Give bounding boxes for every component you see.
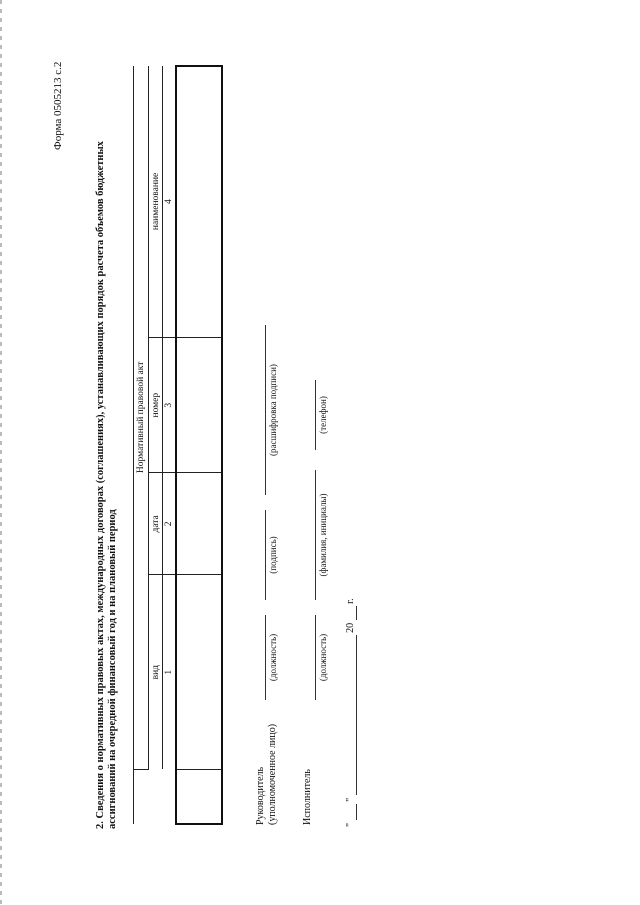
- hint-name: (расшифровка подписи): [268, 364, 278, 456]
- hint-full-name: (фамилия, инициалы): [318, 493, 328, 577]
- date-open-quote: ": [345, 822, 356, 827]
- form-code: Форма 0505213 с.2: [52, 61, 64, 150]
- data-cell[interactable]: [176, 66, 222, 337]
- column-header-data: дата: [149, 473, 163, 575]
- head-position-line[interactable]: [265, 615, 266, 700]
- day-field[interactable]: [345, 804, 357, 820]
- table-spacer-cell: [134, 769, 177, 824]
- executor-name-line[interactable]: [315, 470, 316, 600]
- year-suffix: г.: [345, 598, 356, 604]
- executor-position-line[interactable]: [315, 615, 316, 700]
- column-number: 4: [163, 66, 177, 337]
- column-header-naimenovanie: наименование: [149, 66, 163, 337]
- data-cell[interactable]: [176, 769, 222, 824]
- executor-label: Исполнитель: [302, 769, 313, 825]
- normative-acts-table: [133, 65, 223, 825]
- hint-position: (должность): [268, 633, 278, 682]
- column-header-nomer: номер: [149, 337, 163, 473]
- data-cell[interactable]: [176, 337, 222, 473]
- data-cell[interactable]: [176, 575, 222, 769]
- column-header-vid: вид: [149, 575, 163, 769]
- column-number: 3: [163, 337, 177, 473]
- group-header: Нормативный правовой акт: [134, 66, 149, 769]
- column-number: 1: [163, 575, 177, 769]
- date-row: [345, 598, 357, 827]
- year-field[interactable]: [345, 606, 357, 620]
- hint-signature: (подпись): [268, 536, 278, 574]
- head-name-line[interactable]: [265, 325, 266, 495]
- data-cell[interactable]: [176, 473, 222, 575]
- date-close-quote: ": [345, 797, 356, 802]
- head-label: Руководитель (уполномоченное лицо): [255, 723, 278, 825]
- hint-position: (должность): [318, 633, 328, 682]
- section-title: 2. Сведения о нормативных правовых актах, международных договорах (соглашениях), устанавливающих порядок расчета объемов бюджетных ассигнований на очередной финансовый год и на плановый период: [95, 141, 118, 829]
- hint-phone: (телефон): [318, 396, 328, 434]
- year-prefix: 20: [345, 622, 356, 633]
- month-field[interactable]: [345, 635, 357, 795]
- column-number: 2: [163, 473, 177, 575]
- head-signature-line[interactable]: [265, 510, 266, 600]
- executor-phone-line[interactable]: [315, 380, 316, 450]
